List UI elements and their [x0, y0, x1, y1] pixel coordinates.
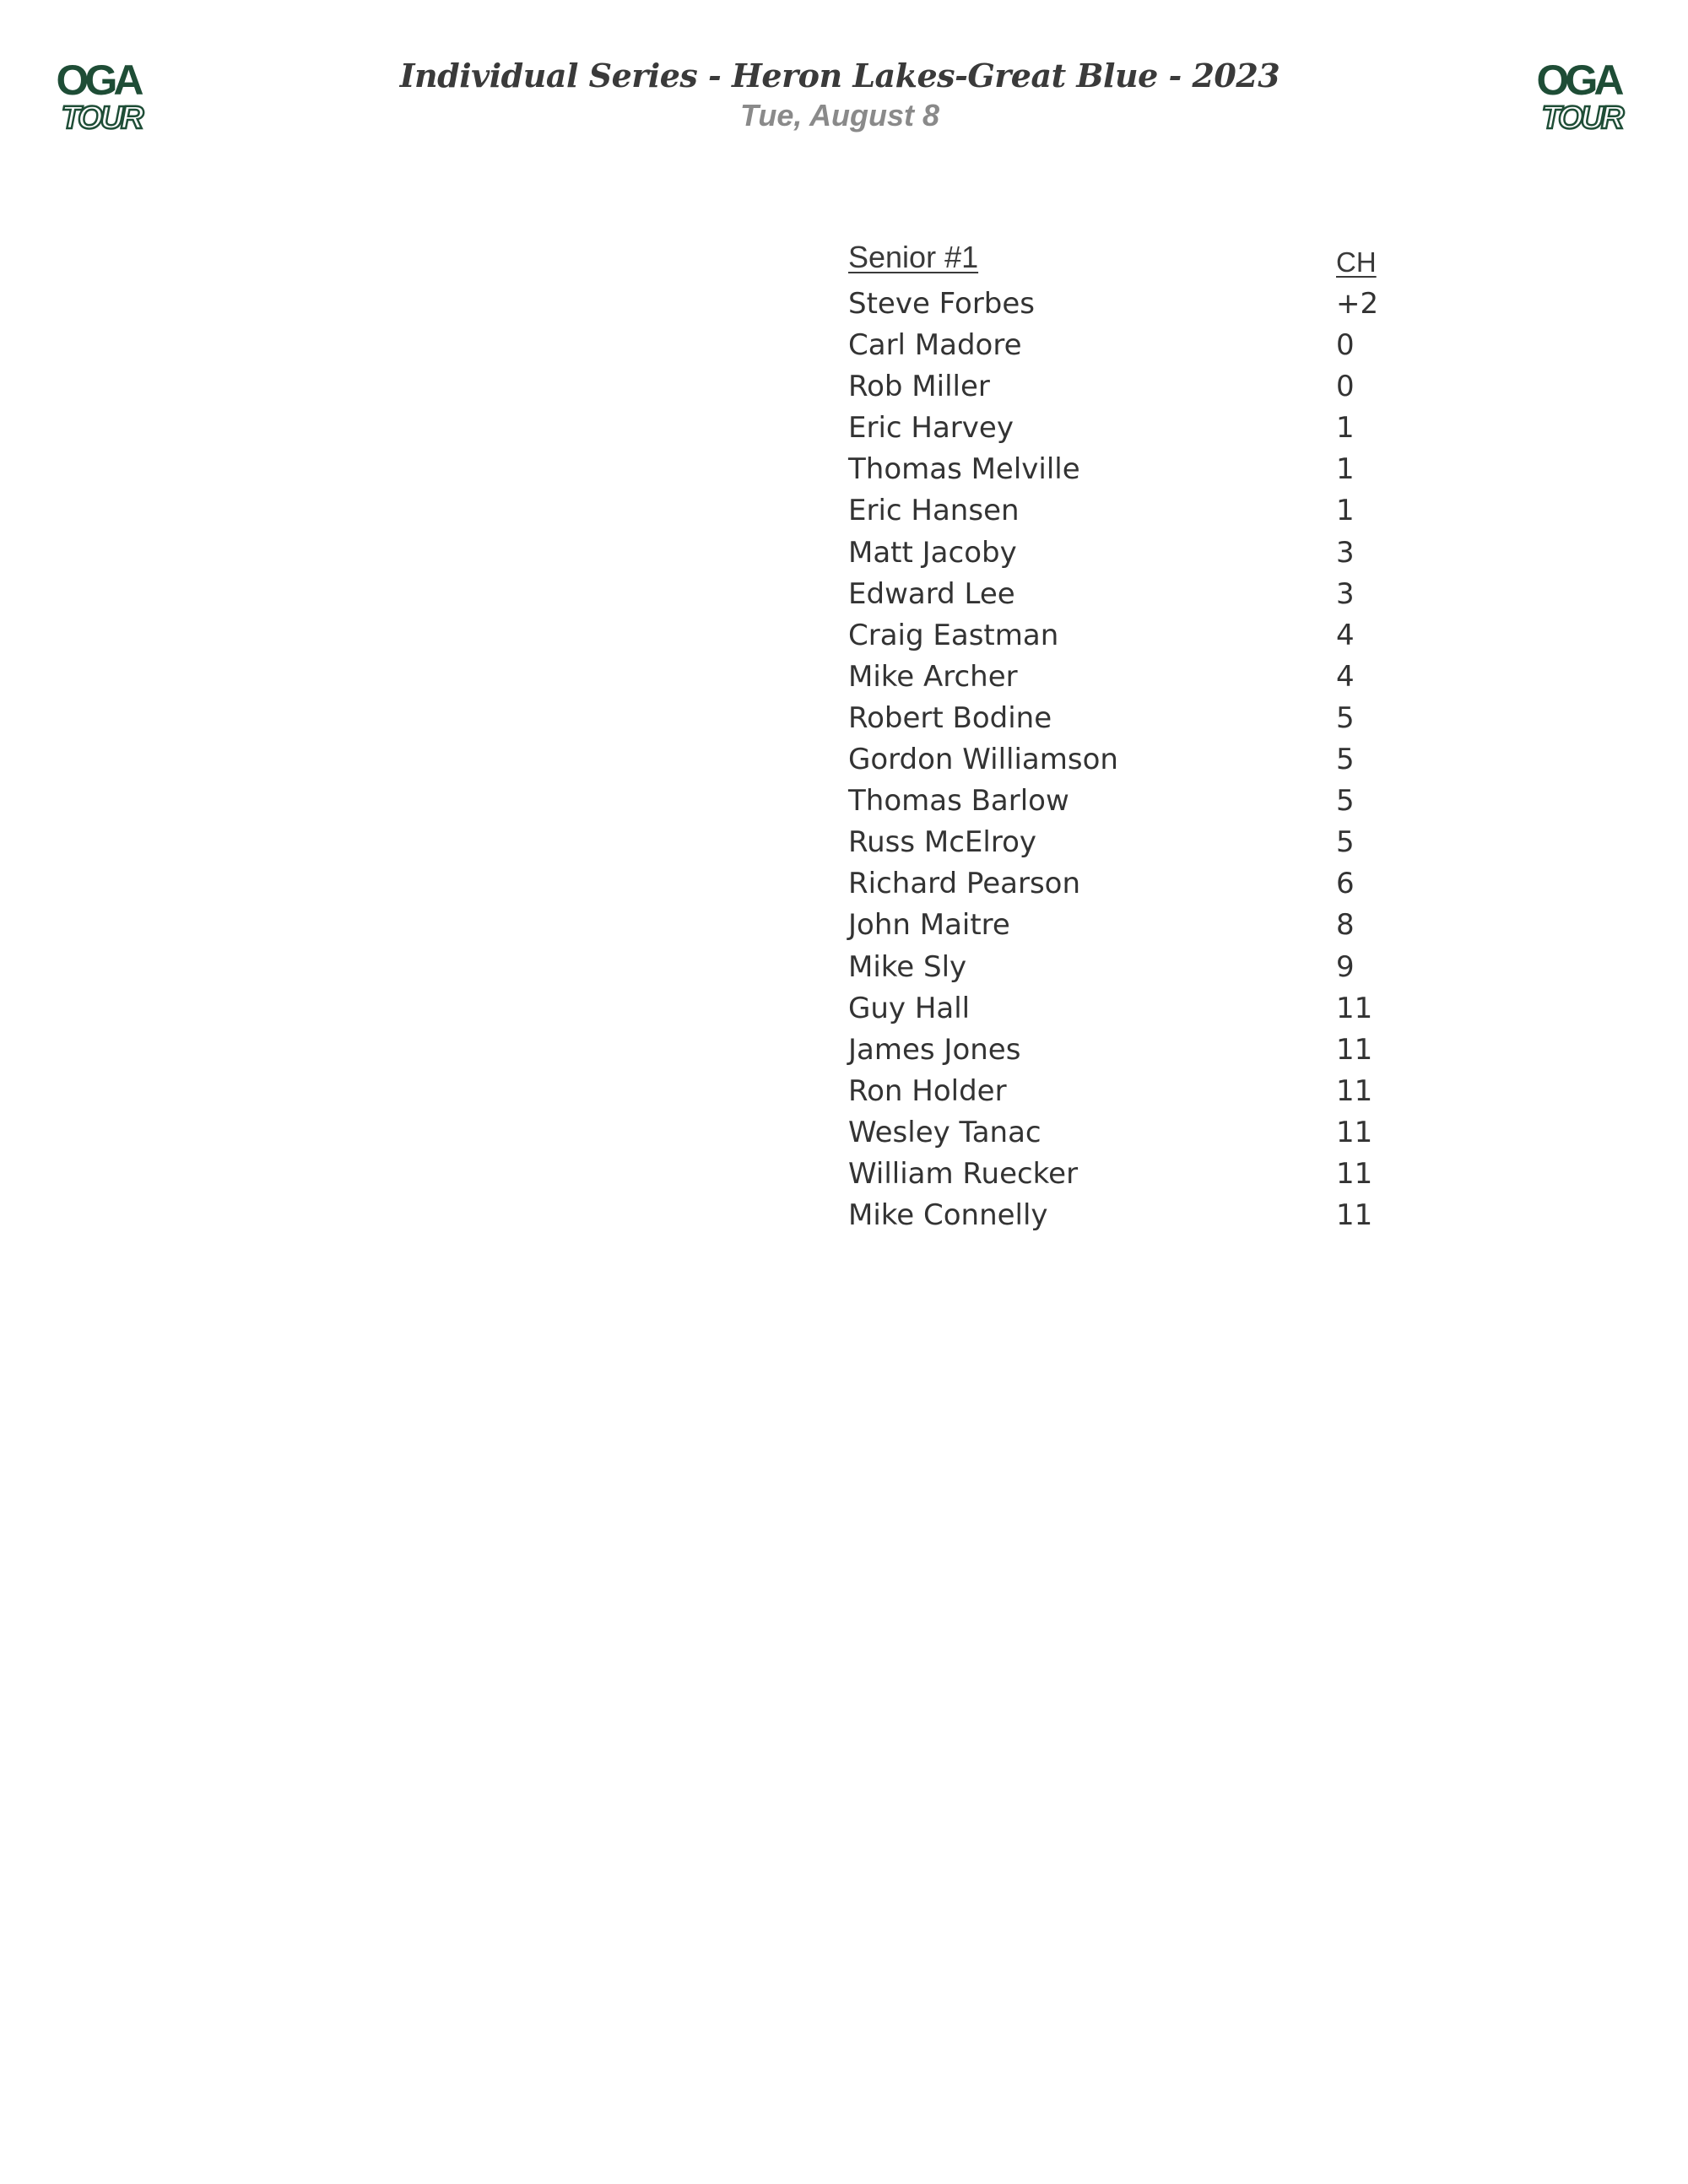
player-name: Mike Connelly: [848, 1198, 1048, 1233]
event-date: Tue, August 8: [739, 98, 940, 132]
player-row: [848, 863, 1439, 905]
group-title: Senior #1: [848, 240, 979, 274]
player-row: [848, 988, 1439, 1030]
player-ch: 11: [1336, 1115, 1373, 1149]
player-row: [848, 574, 1439, 615]
player-name: Ron Holder: [848, 1073, 1007, 1108]
player-ch: 1: [1336, 452, 1355, 487]
player-ch: 4: [1336, 659, 1355, 694]
player-row: [848, 1154, 1439, 1195]
player-ch: 4: [1336, 618, 1355, 652]
player-row: [848, 490, 1439, 532]
player-ch: 1: [1336, 494, 1355, 528]
player-name: Thomas Melville: [848, 452, 1080, 487]
player-list: [848, 284, 1439, 1236]
document-title: Individual Series - Heron Lakes-Great Blue - 2023: [399, 57, 1280, 95]
player-name: Gordon Williamson: [848, 743, 1118, 777]
player-row: [848, 366, 1439, 408]
player-ch: 11: [1336, 1198, 1373, 1233]
player-row: [848, 615, 1439, 657]
document-header: [0, 56, 1680, 135]
player-row: [848, 1112, 1439, 1154]
player-name: Rob Miller: [848, 370, 990, 404]
player-name: Richard Pearson: [848, 867, 1081, 901]
player-name: John Maitre: [848, 908, 1010, 943]
svg-text:OGA: OGA: [1536, 57, 1620, 104]
player-ch: 5: [1336, 825, 1355, 860]
player-ch: 11: [1336, 1156, 1373, 1191]
player-row: [848, 408, 1439, 449]
player-row: [848, 739, 1439, 781]
player-name: Mike Archer: [848, 659, 1018, 694]
player-ch: 11: [1336, 991, 1373, 1025]
player-name: Russ McElroy: [848, 825, 1036, 860]
player-ch: 0: [1336, 370, 1355, 404]
player-row: [848, 781, 1439, 822]
player-ch: 11: [1336, 1073, 1373, 1108]
player-name: Thomas Barlow: [848, 784, 1069, 819]
player-row: [848, 1030, 1439, 1071]
player-name: Edward Lee: [848, 576, 1015, 611]
player-name: Guy Hall: [848, 991, 971, 1025]
player-ch: 5: [1336, 784, 1355, 819]
player-row: [848, 284, 1439, 325]
roster-header: [848, 233, 1439, 284]
player-name: Steve Forbes: [848, 287, 1036, 321]
player-row: [848, 905, 1439, 946]
player-name: Eric Harvey: [848, 411, 1014, 446]
player-name: Matt Jacoby: [848, 535, 1017, 570]
player-row: [848, 698, 1439, 739]
ch-column-header: CH: [1336, 246, 1377, 278]
player-row: [848, 657, 1439, 698]
player-row: [848, 1071, 1439, 1112]
player-ch: 11: [1336, 1032, 1373, 1067]
player-row: [848, 822, 1439, 863]
player-ch: 5: [1336, 743, 1355, 777]
player-roster: [848, 233, 1439, 1236]
player-ch: 9: [1336, 949, 1355, 984]
player-ch: 0: [1336, 328, 1355, 363]
svg-text:TOUR: TOUR: [1541, 100, 1622, 133]
player-row: [848, 449, 1439, 490]
player-row: [848, 325, 1439, 366]
svg-text:TOUR: TOUR: [61, 100, 142, 133]
player-ch: 5: [1336, 700, 1355, 735]
player-name: James Jones: [848, 1032, 1021, 1067]
player-name: William Ruecker: [848, 1156, 1079, 1191]
player-ch: 8: [1336, 908, 1355, 943]
player-name: Mike Sly: [848, 949, 967, 984]
player-ch: 3: [1336, 535, 1355, 570]
player-ch: 3: [1336, 576, 1355, 611]
player-name: Wesley Tanac: [848, 1115, 1041, 1149]
player-ch: +2: [1336, 287, 1379, 321]
player-row: [848, 532, 1439, 574]
player-row: [848, 1195, 1439, 1236]
player-name: Eric Hansen: [848, 494, 1020, 528]
player-ch: 1: [1336, 411, 1355, 446]
player-name: Craig Eastman: [848, 618, 1059, 652]
player-name: Robert Bodine: [848, 700, 1052, 735]
player-ch: 6: [1336, 867, 1355, 901]
player-row: [848, 947, 1439, 988]
svg-text:OGA: OGA: [56, 57, 140, 104]
player-name: Carl Madore: [848, 328, 1022, 363]
